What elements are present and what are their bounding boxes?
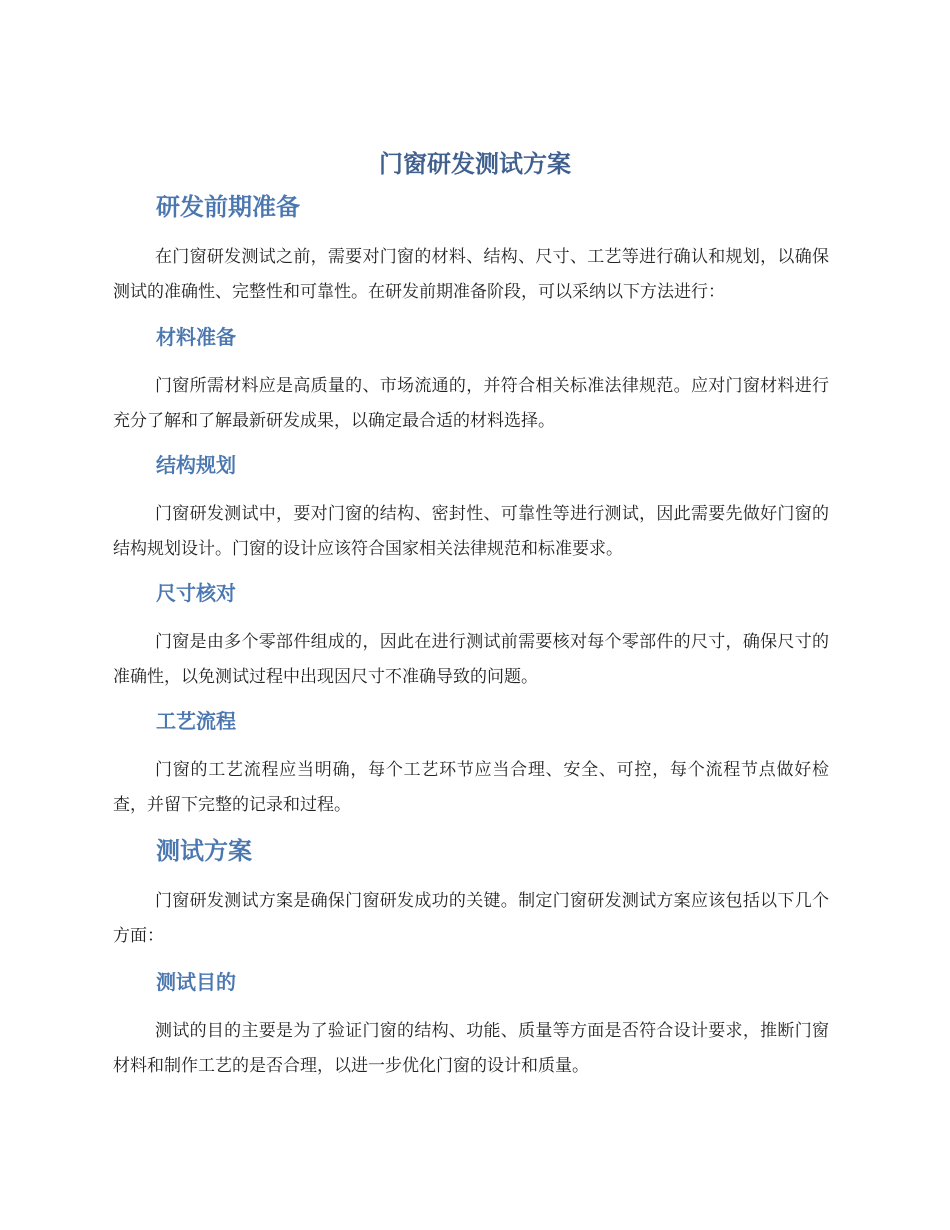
document-title: 门窗研发测试方案 [379, 150, 571, 178]
subsection-heading-test-purpose: 测试目的 [156, 970, 236, 994]
subsection-text-structure: 门窗研发测试中，要对门窗的结构、密封性、可靠性等进行测试，因此需要先做好门窗的结构规划设计。门窗的设计应该符合国家相关法律规范和标准要求。 [113, 504, 829, 559]
subsection-text-dimensions: 门窗是由多个零部件组成的，因此在进行测试前需要核对每个零部件的尺寸，确保尺寸的准确性，以免测试过程中出现因尺寸不准确导致的问题。 [113, 632, 829, 687]
subsection-text-test-purpose: 测试的目的主要是为了验证门窗的结构、功能、质量等方面是否符合设计要求，推断门窗材料和制作工艺的是否合理，以进一步优化门窗的设计和质量。 [113, 1021, 829, 1076]
subsection-text-materials: 门窗所需材料应是高质量的、市场流通的，并符合相关标准法律规范。应对门窗材料进行充分了解和了解最新研发成果，以确定最合适的材料选择。 [113, 376, 829, 431]
subsection-heading-materials: 材料准备 [156, 325, 236, 349]
section-heading-test-plan: 测试方案 [156, 837, 252, 865]
subsection-text-process: 门窗的工艺流程应当明确，每个工艺环节应当合理、安全、可控，每个流程节点做好检查，并留下完整的记录和过程。 [113, 760, 829, 815]
subsection-heading-process: 工艺流程 [156, 709, 236, 733]
subsection-heading-structure: 结构规划 [156, 453, 236, 477]
section-heading-preparation: 研发前期准备 [156, 193, 300, 221]
subsection-heading-dimensions: 尺寸核对 [156, 581, 236, 605]
section-intro-preparation: 在门窗研发测试之前，需要对门窗的材料、结构、尺寸、工艺等进行确认和规划，以确保测试的准确性、完整性和可靠性。在研发前期准备阶段，可以采纳以下方法进行： [113, 247, 829, 302]
section-intro-test-plan: 门窗研发测试方案是确保门窗研发成功的关键。制定门窗研发测试方案应该包括以下几个方面： [113, 891, 829, 946]
